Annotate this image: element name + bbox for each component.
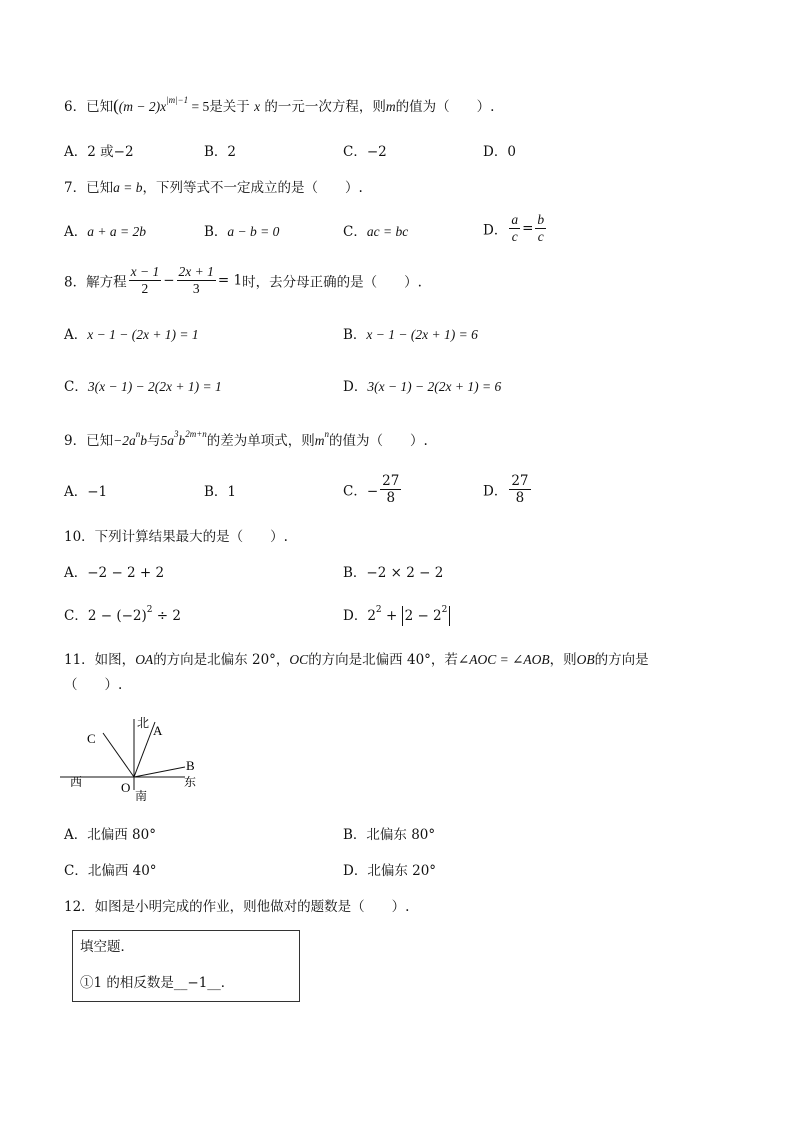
q10-d-exp: 2 bbox=[375, 605, 382, 615]
q10-option-d[interactable] bbox=[343, 606, 450, 626]
box-item-1-text: ①1 的相反数是 bbox=[80, 975, 174, 991]
q9-term2 bbox=[160, 429, 207, 448]
q9-text: 的差为单项式，则 bbox=[206, 433, 315, 449]
question-6 bbox=[64, 96, 494, 117]
q6-option-d[interactable]: D．0 bbox=[483, 144, 516, 160]
q7-d-frac-a-num: a bbox=[511, 212, 519, 227]
q8-b-expr: x − 1 − (2x + 1) = 6 bbox=[366, 327, 478, 342]
q11-t-d: ，则 bbox=[549, 652, 577, 668]
ray-oc bbox=[103, 733, 134, 777]
q7-c-label: C． bbox=[343, 224, 367, 240]
q11-t-a: 11．如图， bbox=[64, 652, 136, 668]
q9-option-d[interactable] bbox=[483, 473, 533, 506]
q7-num: 7．已知 bbox=[64, 180, 114, 196]
label-o: O bbox=[121, 780, 131, 795]
q9-mn-exp: n bbox=[324, 429, 330, 439]
q9-d-num: 27 bbox=[511, 473, 529, 489]
q7-option-a[interactable] bbox=[64, 222, 146, 242]
q7-cond: a = b bbox=[113, 180, 143, 195]
q10-c-a: 2 − (−2) bbox=[87, 608, 147, 624]
q7-option-b[interactable] bbox=[204, 222, 279, 242]
box-item-1-end: ． bbox=[220, 975, 235, 991]
question-9 bbox=[64, 431, 428, 451]
q8-num: 8．解方程 bbox=[64, 274, 127, 291]
q9-option-b[interactable]: B．1 bbox=[204, 484, 237, 500]
label-east: 东 bbox=[184, 775, 197, 789]
q8-option-c[interactable] bbox=[64, 377, 222, 397]
q7-a-expr: a + a = 2b bbox=[87, 224, 146, 239]
q7-a-label: A． bbox=[64, 224, 88, 240]
q7-d-frac-a bbox=[509, 212, 520, 245]
q7-b-label: B． bbox=[204, 224, 228, 240]
q8-b-label: B． bbox=[343, 327, 367, 343]
q10-c-exp: 2 bbox=[146, 605, 153, 615]
q8-d-expr: 3(x − 1) − 2(2x + 1) = 6 bbox=[367, 379, 502, 394]
q6-var-m: m bbox=[385, 99, 396, 114]
q7-option-d[interactable] bbox=[483, 212, 548, 245]
q6-option-c[interactable]: C．−2 bbox=[343, 144, 387, 160]
q9-mid: 与 bbox=[146, 433, 161, 449]
q11-t-c: 的方向是北偏西 40°，若 bbox=[308, 652, 458, 668]
q9-d-label: D． bbox=[483, 483, 508, 500]
box-item-1 bbox=[80, 971, 234, 991]
q8-d-label: D． bbox=[343, 379, 368, 395]
q10-d-in-exp: 2 bbox=[441, 605, 448, 615]
q10-c-b: ÷ 2 bbox=[152, 608, 181, 624]
q6-num: 6．已知 bbox=[64, 99, 114, 115]
q7-d-frac-b-num: b bbox=[537, 212, 545, 227]
q9-c-frac bbox=[380, 473, 401, 506]
q8-option-a[interactable] bbox=[64, 325, 199, 345]
q7-d-equals: = bbox=[522, 220, 534, 237]
q6-expr-rest: = 5 bbox=[188, 99, 210, 114]
q9-t2-b: b bbox=[178, 433, 186, 448]
q9-c-num: 27 bbox=[382, 473, 400, 489]
q7-text: ，下列等式不一定成立的是（ ）. bbox=[142, 180, 363, 196]
q8-c-label: C． bbox=[64, 379, 88, 395]
box-title: 填空题． bbox=[80, 939, 134, 955]
q9-c-label: C．− bbox=[343, 483, 379, 500]
q6-option-b[interactable]: B．2 bbox=[204, 144, 237, 160]
q9-term1 bbox=[113, 429, 147, 448]
q8-eq: = 1 bbox=[217, 272, 243, 289]
q7-option-c[interactable] bbox=[343, 222, 408, 242]
q11-cond: ∠AOC = ∠AOB bbox=[457, 652, 550, 667]
q9-d-frac bbox=[509, 473, 530, 506]
q9-t1-exp: n bbox=[135, 429, 141, 439]
q9-text2: 的值为（ ）. bbox=[329, 433, 428, 449]
q8-a-label: A． bbox=[64, 327, 88, 343]
q11-t-e: 的方向是 bbox=[594, 652, 649, 668]
q10-option-c[interactable] bbox=[64, 606, 181, 626]
q9-d-den: 8 bbox=[515, 490, 525, 506]
q11-option-b[interactable]: B．北偏东 80° bbox=[343, 827, 436, 843]
question-11-line2: （ ）. bbox=[64, 677, 123, 693]
q10-option-b[interactable]: B．−2 × 2 − 2 bbox=[343, 565, 444, 581]
q11-option-a[interactable]: A．北偏西 80° bbox=[64, 827, 156, 843]
q10-d-plus: + bbox=[381, 608, 402, 624]
q6-expr-base: (m − 2)x bbox=[118, 99, 167, 114]
q6-text2: 是关于 bbox=[209, 99, 250, 115]
q10-d-label: D． bbox=[343, 608, 368, 624]
label-a: A bbox=[153, 723, 163, 738]
ray-oa bbox=[134, 722, 155, 777]
q8-minus: − bbox=[163, 272, 175, 289]
q7-d-frac-a-den: c bbox=[511, 229, 518, 244]
q8-frac2 bbox=[177, 264, 216, 297]
q7-c-expr: ac = bc bbox=[366, 224, 409, 239]
q6-text3: 的一元一次方程，则 bbox=[264, 99, 386, 115]
label-c: C bbox=[87, 731, 96, 746]
q6-expr: ($(m - 2)x^{|m|-1} = 5$ bbox=[113, 95, 210, 115]
q8-frac2-den: 3 bbox=[192, 281, 200, 296]
label-north: 北 bbox=[137, 716, 150, 730]
q8-c-expr: 3(x − 1) − 2(2x + 1) = 1 bbox=[87, 379, 222, 394]
homework-box bbox=[72, 930, 300, 1002]
q8-a-expr: x − 1 − (2x + 1) = 1 bbox=[87, 327, 199, 342]
q7-b-expr: a − b = 0 bbox=[227, 224, 280, 239]
q11-oa: OA bbox=[135, 652, 154, 667]
q8-text: 时，去分母正确的是（ ）. bbox=[242, 274, 422, 291]
box-item-1-answer: __−1__ bbox=[173, 975, 221, 991]
q7-d-frac-b-den: c bbox=[537, 229, 544, 244]
direction-diagram bbox=[60, 712, 220, 807]
q11-option-d[interactable]: D．北偏东 20° bbox=[343, 863, 437, 879]
q9-option-a[interactable]: A．−1 bbox=[64, 484, 108, 500]
q8-frac1-den: 2 bbox=[141, 281, 149, 296]
question-8 bbox=[64, 264, 422, 297]
q9-t2-exp2: 2m+n bbox=[185, 429, 207, 439]
q9-t1-rest: b bbox=[140, 433, 147, 448]
q11-oc: OC bbox=[289, 652, 309, 667]
q7-d-label: D． bbox=[483, 222, 508, 239]
q8-frac1 bbox=[129, 264, 162, 297]
q8-option-b[interactable] bbox=[343, 325, 478, 345]
question-11 bbox=[64, 650, 649, 670]
q9-t2-base: 5a bbox=[160, 433, 174, 448]
label-south: 南 bbox=[135, 789, 148, 803]
q9-num: 9．已知 bbox=[64, 433, 114, 449]
q8-frac1-num: x − 1 bbox=[130, 264, 160, 279]
q6-expr-exp: |m|−1 bbox=[166, 95, 189, 105]
label-west: 西 bbox=[70, 775, 83, 789]
q9-mn-base: m bbox=[314, 433, 325, 448]
q6-option-a[interactable]: A．2 或−2 bbox=[64, 144, 134, 160]
question-10: 10．下列计算结果最大的是（ ）. bbox=[64, 529, 288, 545]
ray-ob bbox=[134, 767, 185, 777]
q8-option-d[interactable] bbox=[343, 377, 501, 397]
q11-ob: OB bbox=[576, 652, 595, 667]
label-b: B bbox=[186, 758, 195, 773]
q9-t1-base: −2a bbox=[113, 433, 136, 448]
q9-t2-exp1: 3 bbox=[173, 429, 179, 439]
q10-d-in: 2 − 2 bbox=[404, 608, 442, 624]
q10-option-a[interactable]: A．−2 − 2 + 2 bbox=[64, 565, 165, 581]
q10-d-a: 2 bbox=[367, 608, 376, 624]
q6-text4: 的值为（ ）. bbox=[395, 99, 495, 115]
q9-c-den: 8 bbox=[386, 490, 396, 506]
q9-mn bbox=[314, 429, 330, 448]
q11-t-b: 的方向是北偏东 20°， bbox=[153, 652, 290, 668]
q6-var-x: x bbox=[254, 99, 261, 114]
q10-c-label: C． bbox=[64, 608, 88, 624]
q10-d-abs bbox=[402, 606, 451, 626]
q7-d-frac-b bbox=[535, 212, 546, 245]
q9-option-c[interactable] bbox=[343, 473, 403, 506]
q8-frac2-num: 2x + 1 bbox=[178, 264, 214, 279]
question-12: 12．如图是小明完成的作业，则他做对的题数是（ ）. bbox=[64, 899, 410, 915]
q11-option-c[interactable]: C．北偏西 40° bbox=[64, 863, 157, 879]
question-7 bbox=[64, 178, 363, 198]
